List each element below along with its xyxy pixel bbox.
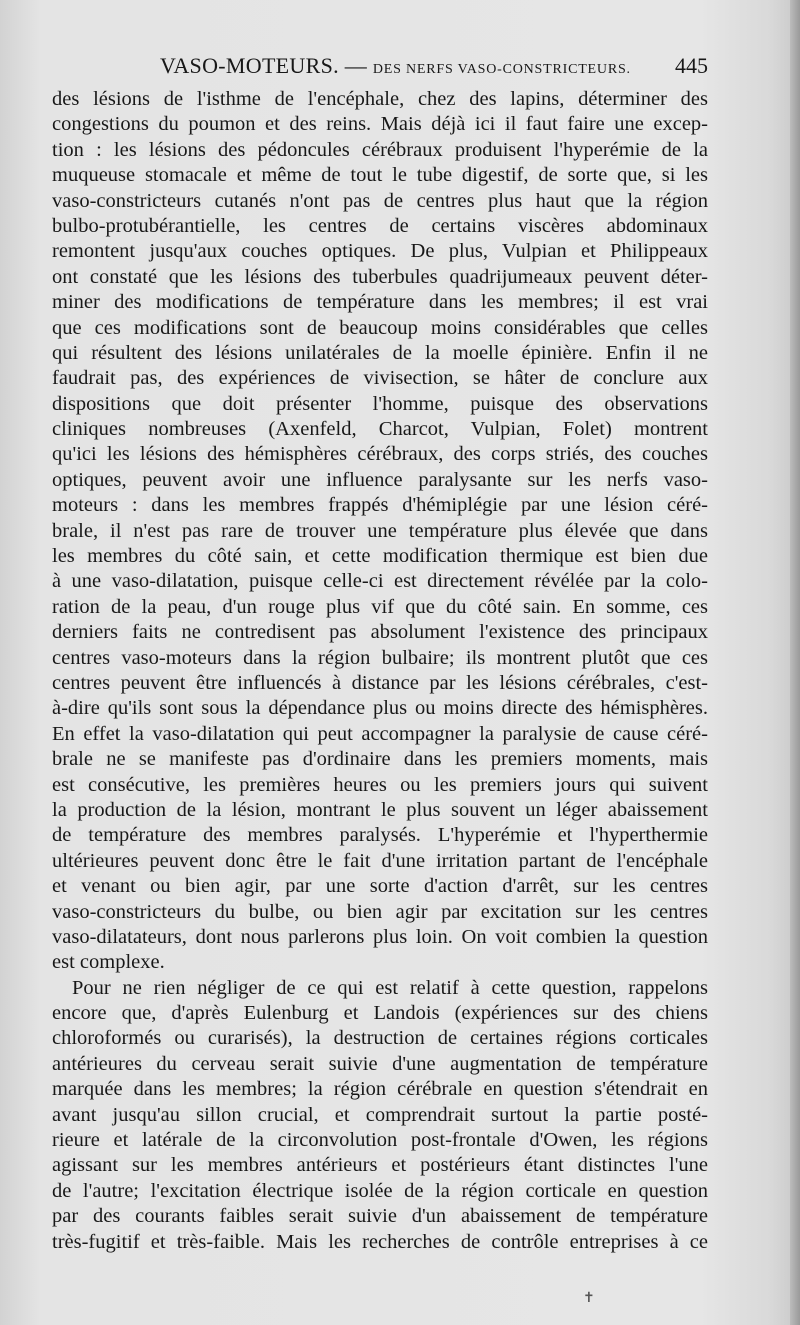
paragraph-start-line: Pour ne rien négliger de ce qui est relatif à cette question, rappelons xyxy=(72,976,708,999)
text-line: par des courants faibles serait suivie d'un abaissement de température xyxy=(52,1205,708,1228)
printer-mark-glyph: ✝ xyxy=(583,1291,595,1306)
text-line: bulbo-protubérantielle, les centres de certains viscères abdominaux xyxy=(52,214,708,237)
text-line: de température des membres paralysés. L'hyperémie et l'hyperthermie xyxy=(52,824,708,847)
text-line: brale, il n'est pas rare de trouver une température plus élevée que dans xyxy=(52,519,708,542)
text-line: qu'ici les lésions des hémisphères cérébraux, des corps striés, des couches xyxy=(52,443,708,466)
page-number: 445 xyxy=(675,53,708,78)
text-line: moteurs : dans les membres frappés d'hémiplégie par une lésion céré- xyxy=(52,494,708,517)
running-header xyxy=(52,50,708,82)
text-line: cliniques nombreuses (Axenfeld, Charcot, Vulpian, Folet) montrent xyxy=(52,418,708,441)
text-line: En effet la vaso-dilatation qui peut accompagner la paralysie de cause céré- xyxy=(52,722,708,745)
text-line: marquée dans les membres; la région cérébrale en question s'étendrait en xyxy=(52,1078,708,1101)
text-line: muqueuse stomacale et même de tout le tube digestif, de sorte que, si les xyxy=(52,164,708,187)
text-line: est consécutive, les premières heures ou les premiers jours qui suivent xyxy=(52,773,708,796)
text-line: très-fugitif et très-faible. Mais les recherches de contrôle entreprises à ce xyxy=(52,1230,708,1253)
paragraph-end-line: est complexe. xyxy=(52,951,165,974)
running-title xyxy=(160,50,631,86)
text-line: dispositions que doit présenter l'homme, puisque des observations xyxy=(52,392,708,415)
text-line: agissant sur les membres antérieurs et postérieurs étant distinctes l'une xyxy=(52,1154,708,1177)
running-title-main: VASO-MOTEURS. — xyxy=(160,53,368,78)
text-line: chloroformés ou curarisés), la destruction de certaines régions corticales xyxy=(52,1027,708,1050)
text-line: les membres du côté sain, et cette modification thermique est bien due xyxy=(52,545,708,568)
text-line: brale ne se manifeste pas d'ordinaire dans les premiers moments, mais xyxy=(52,748,708,771)
text-line: rieure et latérale de la circonvolution post-frontale d'Owen, les régions xyxy=(52,1129,708,1152)
text-line: derniers faits ne contredisent pas absolument l'existence des principaux xyxy=(52,621,708,644)
text-line: miner des modifications de température dans les membres; il est vrai xyxy=(52,291,708,314)
text-line: ration de la peau, d'un rouge plus vif que du côté sain. En somme, ces xyxy=(52,595,708,618)
text-line: que ces modifications sont de beaucoup moins considérables que celles xyxy=(52,316,708,339)
text-line: avant jusqu'au sillon crucial, et comprendrait surtout la partie posté- xyxy=(52,1103,708,1126)
text-line: centres vaso-moteurs dans la région bulbaire; ils montrent plutôt que ces xyxy=(52,646,708,669)
text-line: ont constaté que les lésions des tuberbules quadrijumeaux peuvent déter- xyxy=(52,265,708,288)
running-title-sub: DES NERFS VASO-CONSTRICTEURS. xyxy=(372,62,631,77)
text-line: vaso-constricteurs cutanés n'ont pas de centres plus haut que la région xyxy=(52,189,708,212)
text-line: optiques, peuvent avoir une influence paralysante sur les nerfs vaso- xyxy=(52,468,708,491)
text-line: vaso-dilatateurs, dont nous parlerons plus loin. On voit combien la question xyxy=(52,925,708,948)
text-line: des lésions de l'isthme de l'encéphale, chez des lapins, déterminer des xyxy=(52,88,708,110)
text-line: centres peuvent être influencés à distance par les lésions cérébrales, c'est- xyxy=(52,671,708,694)
text-line: vaso-constricteurs du bulbe, ou bien agir par excitation sur les centres xyxy=(52,900,708,923)
text-line: à une vaso-dilatation, puisque celle-ci est directement révélée par la colo- xyxy=(52,570,708,593)
text-line: et venant ou bien agir, par une sorte d'action d'arrêt, sur les centres xyxy=(52,875,708,898)
text-line: antérieures du cerveau serait suivie d'une augmentation de température xyxy=(52,1052,708,1075)
body-text xyxy=(52,87,708,1255)
text-line: la production de la lésion, montrant le plus souvent un léger abaissement xyxy=(52,798,708,821)
text-line: encore que, d'après Eulenburg et Landois (expériences sur des chiens xyxy=(52,1002,708,1025)
text-line: congestions du poumon et des reins. Mais déjà ici il faut faire une excep- xyxy=(52,113,708,136)
text-line: qui résultent des lésions unilatérales de la moelle épinière. Enfin il ne xyxy=(52,341,708,364)
text-line: ultérieures peuvent donc être le fait d'une irritation partant de l'encéphale xyxy=(52,849,708,872)
text-line: faudrait pas, des expériences de vivisection, se hâter de conclure aux xyxy=(52,367,708,390)
page-edge-shadow xyxy=(790,0,800,1325)
text-line: remontent jusqu'aux couches optiques. De plus, Vulpian et Philippeaux xyxy=(52,240,708,263)
text-line: tion : les lésions des pédoncules cérébraux produisent l'hyperémie de la xyxy=(52,138,708,161)
text-line: à-dire qu'ils sont sous la dépendance plus ou moins directe des hémisphères. xyxy=(52,697,708,720)
text-line: de l'autre; l'excitation électrique isolée de la région corticale en question xyxy=(52,1179,708,1202)
